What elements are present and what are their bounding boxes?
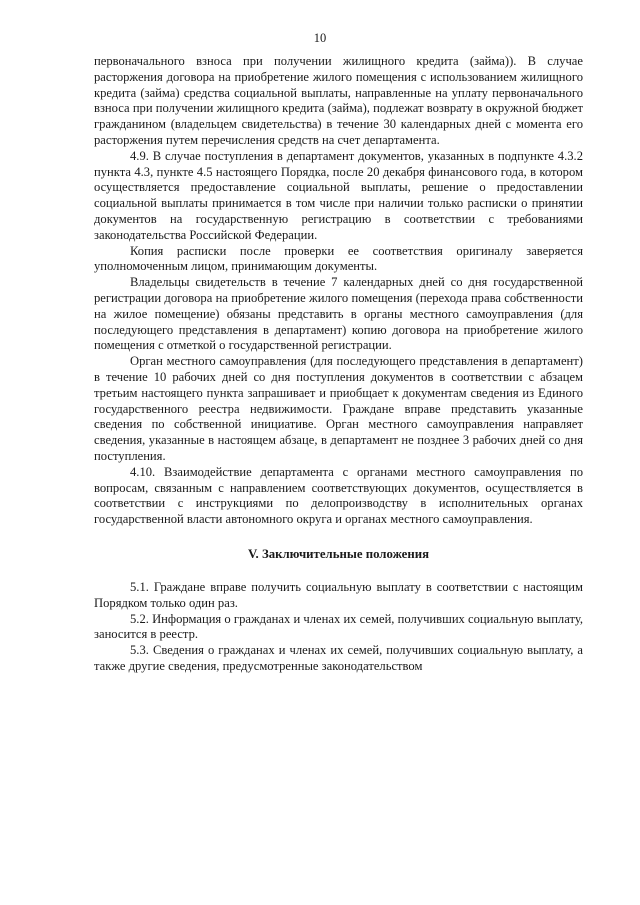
page-number: 10 xyxy=(313,31,327,45)
paragraph: 5.1. Граждане вправе получить социальную выплату в соответствии с настоящим Порядком только один раз. xyxy=(94,579,583,610)
paragraph: 5.3. Сведения о гражданах и членах их семей, получивших социальную выплату, а также другие сведения, предусмотренные законодательством xyxy=(94,643,583,673)
paragraph: первоначального взноса при получении жилищного кредита (займа)). В случае расторжения договора на приобретение жилого помещения с использованием жилищного кредита (займа) средства социальной выплаты, направленные на уплату первоначального взноса при получении жилищного кредита (займа), подлежат возврату в окружной бюджет гражданином (владельцем свидетельства) в течение 30 календарных дней с момента его расторжения путем перечисления средств на счет департамента. xyxy=(94,54,583,147)
paragraph: 5.2. Информация о гражданах и членах их семей, получивших социальную выплату, заносится в реестр. xyxy=(94,611,583,642)
paragraph: 4.9. В случае поступления в департамент документов, указанных в подпункте 4.3.2 пункта 4.3, пункте 4.5 настоящего Порядка, после 20 декабря финансового года, в котором осуществляется предоставление социальной выплаты, решение о предоставлении социальной выплаты принимается в том числе при наличии только расписки о принятии документов на государственную регистрацию в соответствии с требованиями законодательства Российской Федерации. xyxy=(94,148,583,242)
paragraph: Орган местного самоуправления (для последующего представления в департамент) в течение 10 рабочих дней со дня поступления документов в соответствии с абзацем третьим настоящего пункта запрашивает и приобщает к документам сведения из Единого государственного реестра недвижимости. Граждане вправе представить указанные сведения по собственной инициативе. Орган местного самоуправления направляет сведения, указанные в настоящем абзаце, в департамент не позднее 3 рабочих дней со дня поступления. xyxy=(94,354,583,463)
paragraph: Копия расписки после проверки ее соответствия оригиналу заверяется уполномоченным лицом, принимающим документы. xyxy=(94,243,583,274)
document-body xyxy=(94,54,583,675)
section-heading: V. Заключительные положения xyxy=(247,546,430,561)
paragraph: 4.10. Взаимодействие департамента с органами местного самоуправления по вопросам, связанным с направлением соответствующих документов, осуществляется в соответствии с инструкциями по делопроизводству в исполнительных органах государственной власти автономного округа и органах местного самоуправления. xyxy=(94,464,583,527)
paragraph: Владельцы свидетельств в течение 7 календарных дней со дня государственной регистрации договора на приобретение жилого помещения (перехода права собственности на жилое помещение) обязаны представить в органы местного самоуправления (для последующего представления в департамент) копию договора на приобретение жилого помещения с отметкой о государственной регистрации. xyxy=(94,275,583,353)
